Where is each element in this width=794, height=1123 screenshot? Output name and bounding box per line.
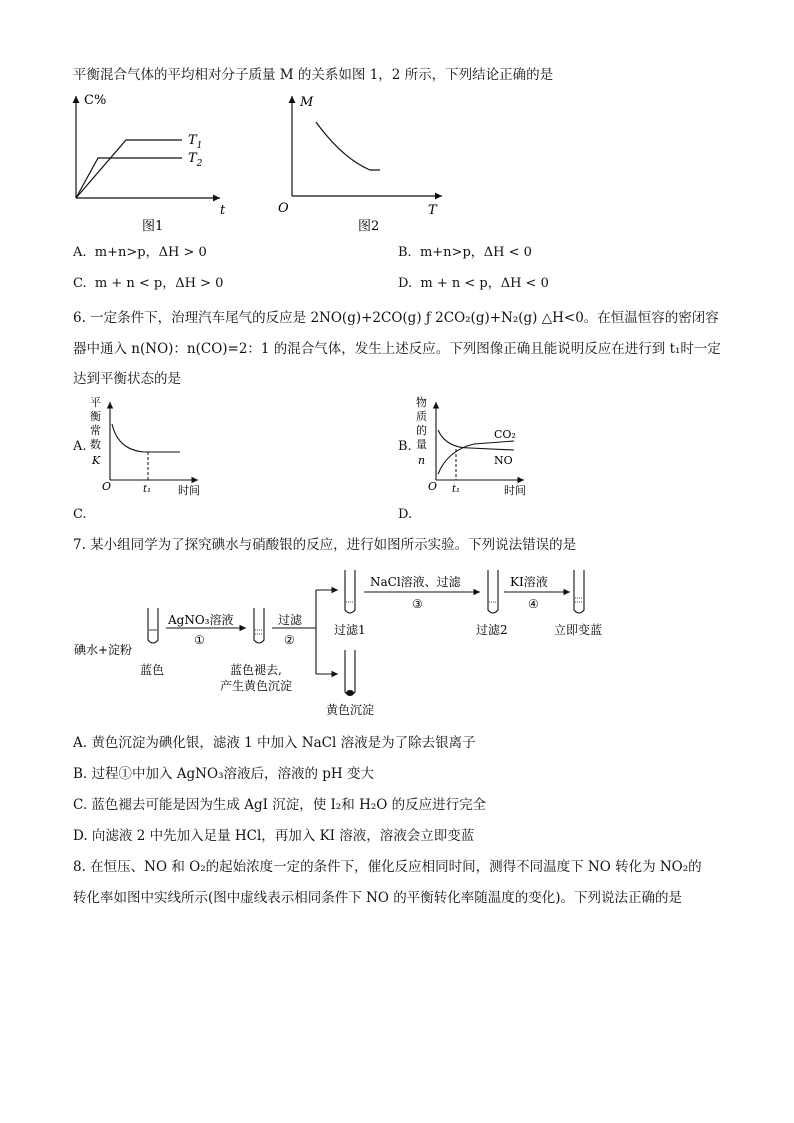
q5-figure-1 [70,92,240,234]
step2-num: ② [284,633,295,647]
fig1-label-t2: $T_2$ [188,151,203,169]
q7-stem: 7. 某小组同学为了探究碘水与硝酸银的反应，进行如图所示实验。下列说法错误的是 [73,537,577,553]
q6b-origin: O [428,480,438,493]
step1-num: ① [194,633,205,647]
tube1-label: 蓝色 [140,663,165,677]
q7-option-b: B. 过程①中加入 AgNO₃溶液后，溶液的 pH 变大 [73,766,374,782]
q6b-series-no: NO [494,454,513,467]
q6-stem-line-1: 6. 一定条件下，治理汽车尾气的反应是 2NO(g)+2CO(g) ƒ 2CO₂(g)+N₂(g) △H<0。在恒温恒容的密闭容 [73,310,719,326]
q6-option-c-letter: C. [73,507,87,522]
fig1-curve-t2 [76,158,182,198]
tube-1 [148,608,158,643]
q5-option-a: A. m+n>p，ΔH > 0 [73,245,207,260]
q6b-ylabel-4: 量 [416,438,427,451]
q8-stem-line-1: 8. 在恒压、NO 和 O₂的起始浓度一定的条件下，催化反应相同时间，测得不同温度下 NO 转化为 NO₂的 [73,859,702,875]
q5-option-d: D. m + n < p，ΔH < 0 [398,276,549,291]
q6b-ylabel-1: 物 [416,396,427,409]
tube-final [574,570,584,613]
filtrate2-label: 过滤2 [476,623,508,637]
q6b-xlabel: 时间 [504,484,526,497]
q6b-ylabel-2: 质 [416,410,427,423]
q6a-t1-label: t₁ [143,484,152,495]
q5-figure-2 [276,92,446,234]
fig1-ylabel: C% [84,93,107,108]
q7-flow-diagram [70,562,630,724]
q6a-ylabel-4: 数 [90,438,101,451]
q6-stem-line-2: 器中通入 n(NO)：n(CO)=2：1 的混合气体，发生上述反应。下列图像正确且能说明反应在进行到 t₁时一定 [73,341,721,357]
fig1-caption: 图1 [142,219,164,234]
q6-option-b-graph [414,394,544,500]
tube2-label-line2: 产生黄色沉淀 [220,679,293,693]
precipitate-label: 黄色沉淀 [326,703,375,717]
final-label: 立即变蓝 [554,623,603,637]
q6-option-a-graph [88,394,218,500]
q6-option-b-letter: B. [398,439,412,454]
q5-option-c: C. m + n < p，ΔH > 0 [73,276,224,291]
fig1-xlabel: t [220,203,226,218]
step2-reagent: 过滤 [278,613,303,627]
fig2-ylabel: M [300,95,314,110]
q5-stem: 平衡混合气体的平均相对分子质量 M 的关系如图 1，2 所示，下列结论正确的是 [73,67,554,83]
q6b-series-co2: CO₂ [494,428,516,441]
step3-reagent: NaCl溶液、过滤 [370,575,461,589]
q6a-ylabel-1: 平 [90,396,101,409]
q7-option-d: D. 向滤液 2 中先加入足量 HCl，再加入 KI 溶液，溶液会立即变蓝 [73,828,475,844]
fig2-curve [316,122,380,170]
q6-option-a-letter: A. [73,439,87,454]
step4-reagent: KI溶液 [510,575,548,589]
q6a-xlabel: 时间 [178,484,200,497]
tube-filtrate-2 [488,570,498,613]
q7-option-a: A. 黄色沉淀为碘化银，滤液 1 中加入 NaCl 溶液是为了除去银离子 [73,735,476,751]
tube2-label-line1: 蓝色褪去, [230,663,282,677]
q6a-ylabel-5: K [92,454,101,467]
fig2-origin: O [278,201,289,216]
fig2-xlabel: T [428,203,437,218]
q6b-t1-label: t₁ [452,484,461,495]
q8-stem-line-2: 转化率如图中实线所示(图中虚线表示相同条件下 NO 的平衡转化率随温度的变化)。下列说法正确的是 [73,890,682,906]
q7-option-c: C. 蓝色褪去可能是因为生成 AgI 沉淀，使 I₂和 H₂O 的反应进行完全 [73,797,487,813]
fig1-label-t1: $T_1$ [188,133,203,151]
q6a-origin: O [102,480,112,493]
step3-num: ③ [412,597,423,611]
start-label: 碘水+淀粉 [74,643,133,657]
tube-filtrate-1 [345,570,355,613]
q6b-ylabel-3: 的 [416,424,427,437]
filtrate1-label: 过滤1 [334,623,366,637]
q6-option-d-letter: D. [398,507,413,522]
tube-2 [254,608,264,643]
fig2-caption: 图2 [358,219,380,234]
q6-stem-line-3: 达到平衡状态的是 [73,371,181,387]
q6a-curve [112,424,180,452]
step4-num: ④ [528,597,539,611]
step1-reagent: AgNO₃溶液 [168,613,234,627]
tube-precipitate [345,650,355,696]
q6a-ylabel-2: 衡 [90,410,101,423]
q5-option-b: B. m+n>p，ΔH < 0 [398,245,532,260]
q6b-ylabel-5: n [418,454,426,467]
q6a-ylabel-3: 常 [90,424,101,437]
